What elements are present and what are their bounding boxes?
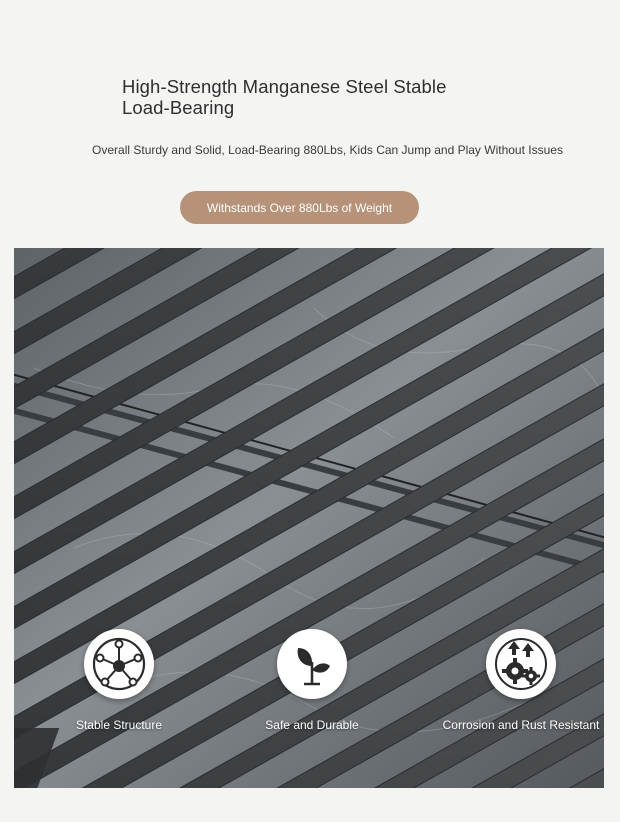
gears-arrows-icon	[494, 637, 548, 691]
feature-stable-structure	[59, 629, 179, 732]
feature-label: Safe and Durable	[265, 718, 359, 732]
leaf-sprout-icon	[288, 640, 336, 688]
feature-label: Corrosion and Rust Resistant	[442, 718, 600, 732]
title-line-2: Load-Bearing	[122, 97, 235, 118]
network-structure-icon	[91, 636, 147, 692]
feature-safe-durable	[252, 629, 372, 732]
page-title	[122, 76, 462, 118]
feature-corrosion-resistant	[438, 629, 604, 732]
feature-label: Stable Structure	[75, 718, 163, 732]
weight-badge: Withstands Over 880Lbs of Weight	[180, 191, 419, 224]
title-line-1: High-Strength Manganese Steel Stable	[122, 76, 447, 97]
bed-slats-photo	[14, 248, 604, 788]
subtitle: Overall Sturdy and Solid, Load-Bearing 880Lbs, Kids Can Jump and Play Without Issues	[92, 143, 563, 157]
